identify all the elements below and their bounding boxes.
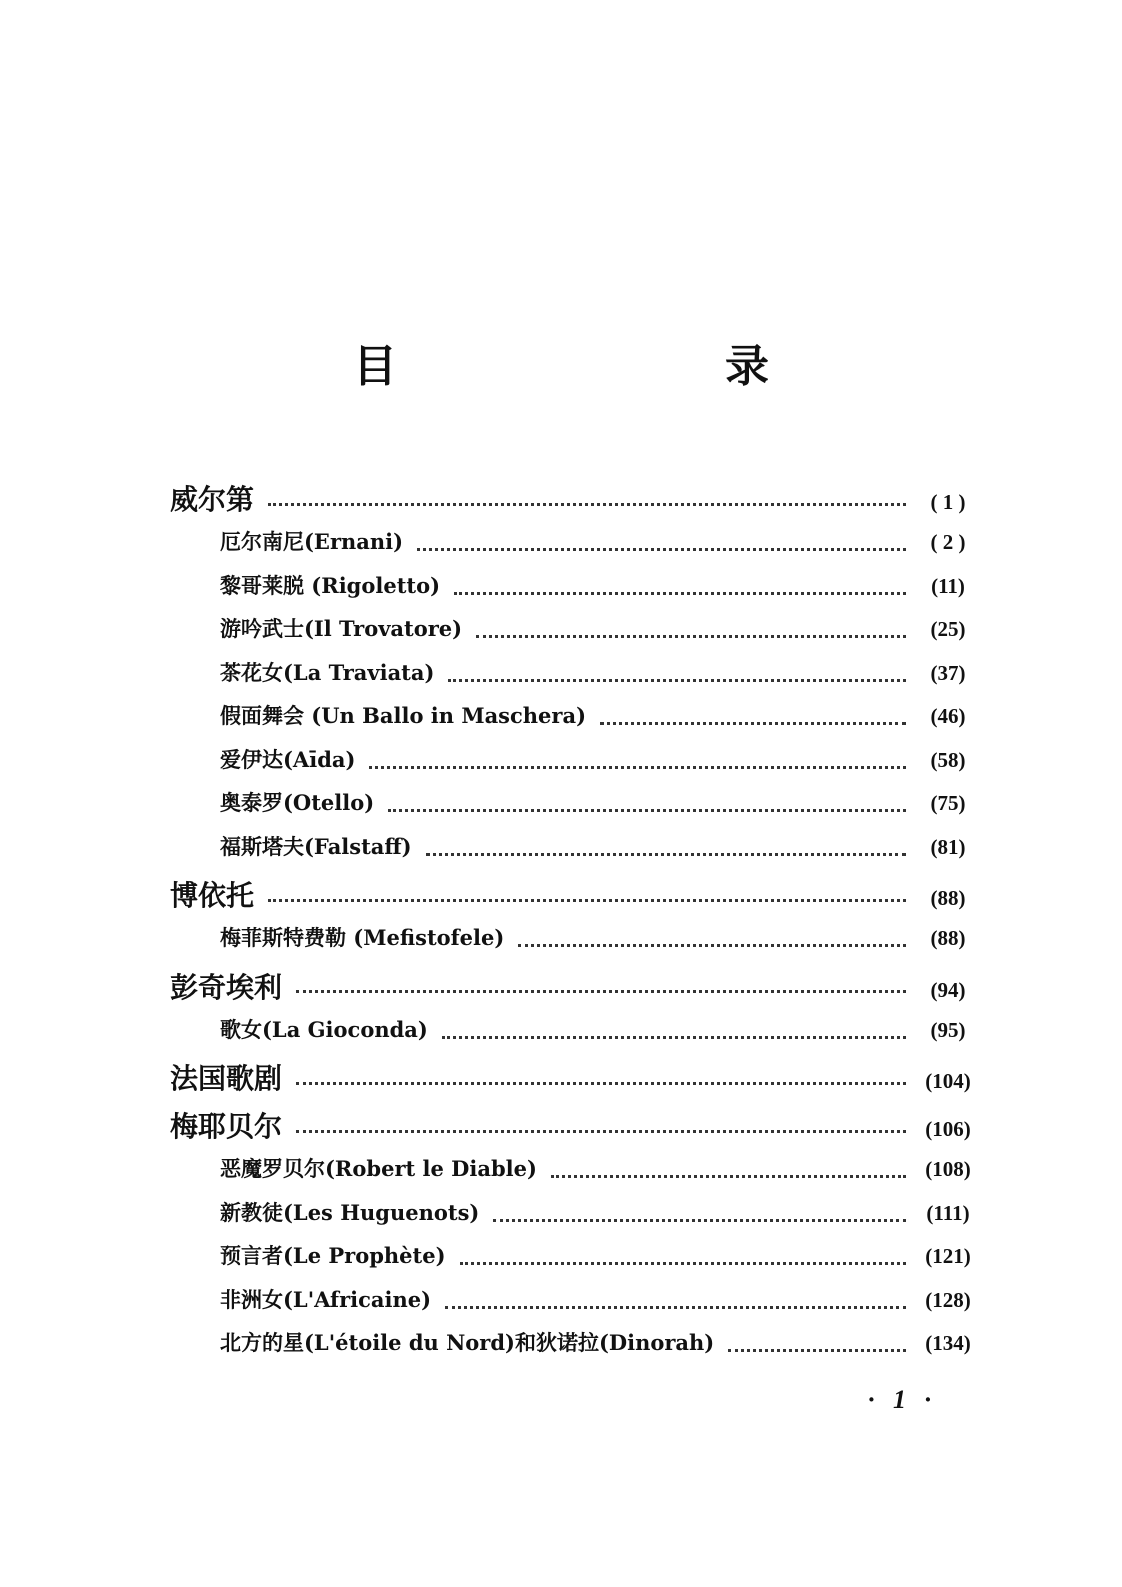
dot-leader — [518, 944, 906, 947]
dot-leader — [296, 1082, 906, 1085]
dot-leader — [476, 635, 906, 638]
dot-leader — [369, 766, 906, 769]
dot-leader — [268, 899, 906, 902]
toc-section-entry[interactable] — [170, 966, 980, 1014]
toc-entry-title: 北方的星(L'étoile du Nord)和狄诺拉(Dinorah) — [220, 1330, 715, 1355]
table-of-contents — [170, 478, 980, 1371]
toc-entry-page: (37) — [930, 660, 966, 685]
toc-entry-page: (25) — [930, 617, 966, 641]
toc-entry-title: 歌女(La Gioconda) — [220, 1016, 428, 1042]
toc-subentry[interactable] — [170, 613, 980, 657]
toc-entry-page: ( 1 ) — [930, 490, 966, 514]
dot-leader — [417, 548, 906, 551]
toc-entry-title: 游吟武士(Il Trovatore) — [220, 616, 463, 641]
toc-subentry[interactable] — [170, 570, 980, 614]
page-number: · 1 · — [868, 1385, 937, 1414]
toc-entry-page: (111) — [926, 1200, 970, 1225]
dot-leader — [460, 1262, 906, 1265]
toc-entry-page: (88) — [930, 926, 966, 950]
toc-entry-title: 威尔第 — [170, 483, 255, 516]
dot-leader — [296, 990, 906, 993]
toc-entry-page: (46) — [930, 704, 966, 728]
toc-subentry[interactable] — [170, 787, 980, 831]
toc-entry-title: 假面舞会 (Un Ballo in Maschera) — [220, 703, 587, 728]
dot-leader — [426, 853, 906, 856]
toc-subentry[interactable] — [170, 700, 980, 744]
toc-subentry[interactable] — [170, 1197, 980, 1241]
toc-subentry[interactable] — [170, 922, 980, 966]
toc-entry-title: 梅耶贝尔 — [170, 1110, 283, 1143]
toc-section-entry[interactable] — [170, 1105, 980, 1153]
toc-subentry[interactable] — [170, 1327, 980, 1371]
toc-entry-page: (88) — [930, 886, 966, 910]
toc-entry-page: (95) — [930, 1017, 966, 1042]
toc-entry-page: (128) — [925, 1287, 971, 1312]
toc-section-entry[interactable] — [170, 874, 980, 922]
dot-leader — [445, 1306, 906, 1309]
toc-entry-page: (94) — [930, 977, 966, 1002]
toc-entry-page: (108) — [925, 1157, 971, 1181]
toc-subentry[interactable] — [170, 1240, 980, 1284]
toc-entry-page: (11) — [931, 573, 965, 598]
dot-leader — [448, 679, 906, 682]
toc-entry-page: (75) — [930, 791, 966, 815]
dot-leader — [454, 592, 906, 595]
toc-entry-page: (106) — [925, 1117, 971, 1141]
toc-subentry[interactable] — [170, 657, 980, 701]
toc-entry-title: 奥泰罗(Otello) — [220, 790, 375, 815]
toc-entry-title: 茶花女(La Traviata) — [220, 659, 435, 685]
toc-entry-title: 梅菲斯特费勒 (Mefistofele) — [220, 925, 505, 950]
toc-entry-title: 厄尔南尼(Ernani) — [220, 529, 404, 554]
toc-entry-title: 福斯塔夫(Falstaff) — [220, 833, 412, 859]
toc-subentry[interactable] — [170, 526, 980, 570]
dot-leader — [296, 1130, 906, 1133]
dot-leader — [493, 1219, 906, 1222]
toc-entry-title: 爱伊达(Aīda) — [220, 746, 356, 772]
toc-entry-page: (81) — [930, 834, 966, 859]
toc-entry-title: 彭奇埃利 — [170, 970, 283, 1004]
toc-subentry[interactable] — [170, 1153, 980, 1197]
toc-entry-page: (58) — [930, 747, 966, 772]
toc-section-entry[interactable] — [170, 478, 980, 526]
toc-entry-page: ( 2 ) — [930, 530, 966, 554]
toc-entry-page: (121) — [925, 1244, 971, 1268]
toc-entry-title: 预言者(Le Prophète) — [220, 1243, 446, 1268]
dot-leader — [388, 809, 906, 812]
toc-entry-title: 黎哥莱脱 (Rigoletto) — [220, 572, 441, 598]
toc-entry-title: 新教徒(Les Huguenots) — [220, 1199, 480, 1225]
toc-entry-title: 非洲女(L'Africaine) — [220, 1286, 432, 1312]
dot-leader — [442, 1036, 906, 1039]
toc-entry-title: 恶魔罗贝尔(Robert le Diable) — [220, 1156, 537, 1181]
toc-entry-title: 博依托 — [170, 879, 255, 912]
toc-subentry[interactable] — [170, 831, 980, 875]
dot-leader — [551, 1175, 906, 1178]
dot-leader — [600, 722, 906, 725]
toc-subentry[interactable] — [170, 1014, 980, 1058]
dot-leader — [268, 503, 906, 506]
toc-entry-title: 法国歌剧 — [170, 1062, 283, 1095]
page-title: 目 录 — [353, 341, 849, 392]
toc-entry-page: (104) — [925, 1069, 971, 1093]
dot-leader — [728, 1349, 906, 1352]
toc-entry-page: (134) — [925, 1331, 971, 1355]
toc-subentry[interactable] — [170, 744, 980, 788]
toc-subentry[interactable] — [170, 1284, 980, 1328]
toc-section-entry[interactable] — [170, 1057, 980, 1105]
